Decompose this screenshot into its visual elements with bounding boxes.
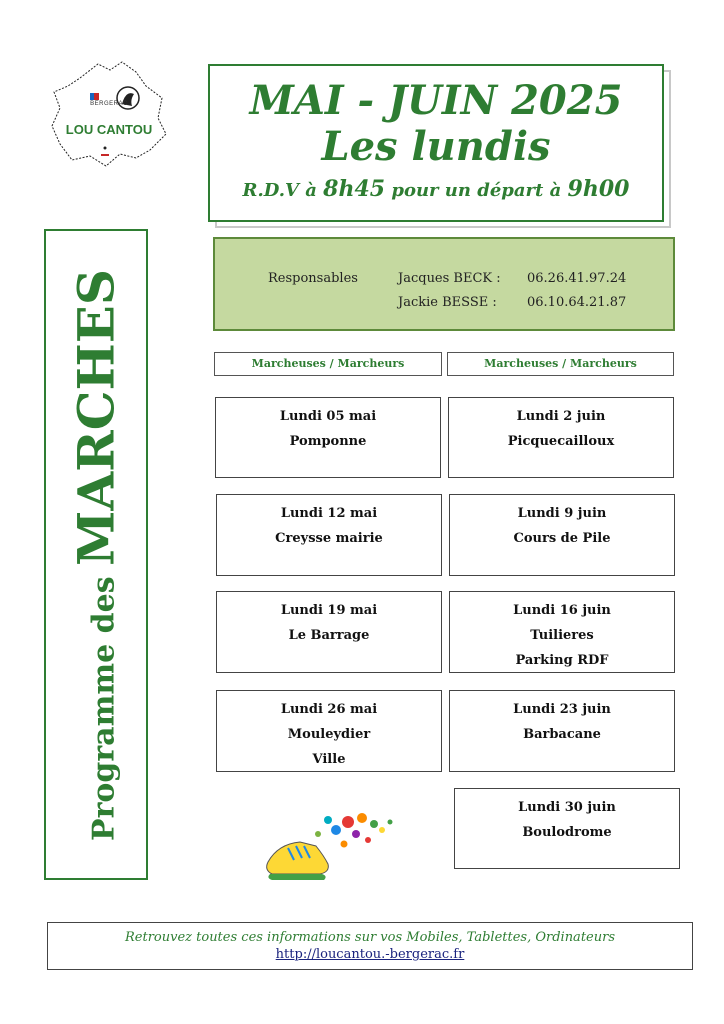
walk-place-detail: Ville: [312, 752, 346, 767]
rdv-prefix: R.D.V à: [242, 180, 324, 201]
walk-card-juin: [454, 788, 680, 869]
responsable-phone: 06.26.41.97.24: [527, 271, 627, 286]
walk-card-mai: [216, 690, 442, 772]
logo-name: LOU CANTOU: [65, 122, 153, 137]
title-box: [208, 64, 664, 222]
walk-date: Lundi 30 juin: [518, 800, 616, 815]
walk-place: Cours de Pile: [513, 531, 611, 546]
column-header-juin: Marcheuses / Marcheurs: [447, 352, 674, 376]
walk-card-mai: [215, 397, 441, 478]
walk-place: Boulodrome: [522, 825, 612, 840]
responsable-name: Jacques BECK :: [398, 271, 501, 286]
title-period: MAI - JUIN 2025: [249, 77, 623, 124]
walk-date: Lundi 16 juin: [513, 603, 611, 618]
walk-place: Mouleydier: [287, 727, 371, 742]
vertical-title-big: MARCHES: [66, 268, 126, 566]
walk-place: Picquecailloux: [507, 434, 615, 449]
walk-place: Pomponne: [289, 434, 367, 449]
column-header-mai: Marcheuses / Marcheurs: [214, 352, 442, 376]
rdv-line: [210, 176, 662, 204]
title-days: Les lundis: [321, 123, 551, 170]
walk-place: Creysse mairie: [275, 531, 383, 546]
walk-date: Lundi 05 mai: [279, 409, 377, 424]
walk-date: Lundi 26 mai: [280, 702, 378, 717]
dordogne-map-icon: [50, 60, 168, 170]
walk-card-juin: [449, 494, 675, 576]
depart-time: 9h00: [567, 176, 630, 202]
walk-card-juin: [448, 397, 674, 478]
walk-date: Lundi 12 mai: [280, 506, 378, 521]
walk-place: Le Barrage: [288, 628, 370, 643]
walk-place: Barbacane: [523, 727, 601, 742]
walk-card-juin: [449, 690, 675, 772]
walk-date: Lundi 19 mai: [280, 603, 378, 618]
rdv-middle: pour un départ à: [385, 180, 568, 201]
vertical-title: [67, 269, 126, 841]
walk-date: Lundi 23 juin: [513, 702, 611, 717]
walk-place: Tuilieres: [530, 628, 594, 643]
footer-box: [47, 922, 693, 970]
vertical-title-box: [44, 229, 148, 880]
responsables-box: [213, 237, 675, 331]
responsable-phone: 06.10.64.21.87: [527, 295, 627, 310]
running-shoe-icon: [258, 800, 408, 890]
rdv-time: 8h45: [323, 176, 386, 202]
walk-place-detail: Parking RDF: [515, 653, 609, 668]
responsable-name: Jackie BESSE :: [398, 295, 497, 310]
club-logo: [50, 60, 168, 170]
footer-text: Retrouvez toutes ces informations sur vos Mobiles, Tablettes, Ordinateurs: [125, 930, 615, 945]
walk-card-juin: [449, 591, 675, 673]
walk-card-mai: [216, 591, 442, 673]
vertical-title-small: Programme des: [86, 565, 122, 841]
walk-date: Lundi 2 juin: [516, 409, 606, 424]
website-link[interactable]: http://loucantou.-bergerac.fr: [275, 947, 465, 962]
responsables-label: Responsables: [268, 271, 358, 286]
walk-date: Lundi 9 juin: [517, 506, 607, 521]
walk-card-mai: [216, 494, 442, 576]
logo-city: BERGERAC: [90, 101, 128, 107]
